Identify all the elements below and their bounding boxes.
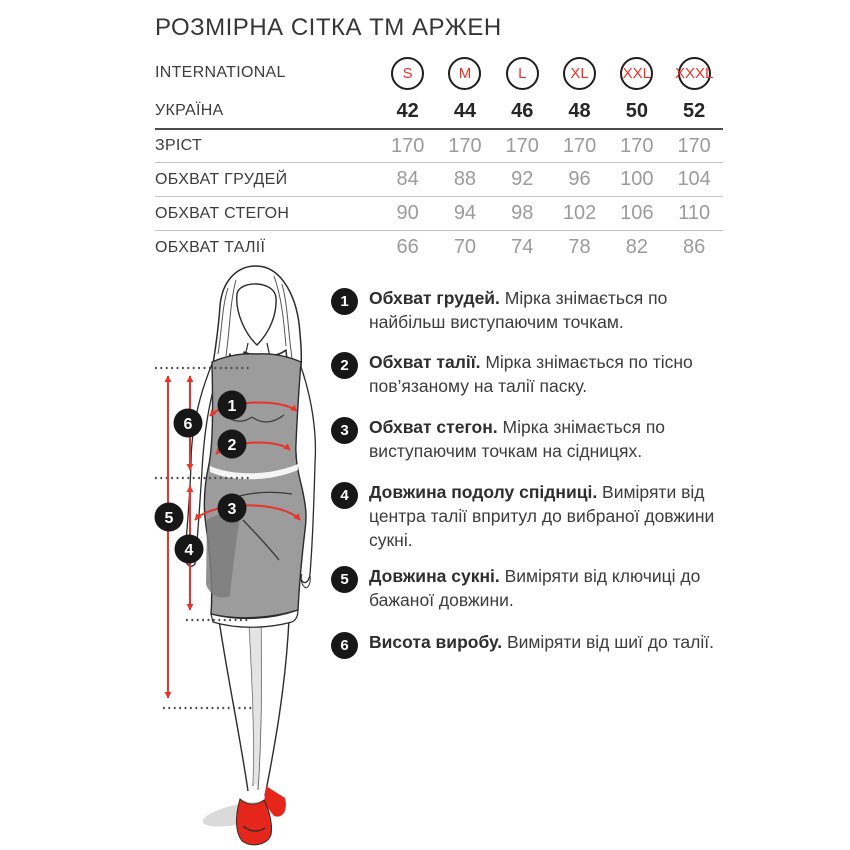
size-cell: 82	[625, 236, 648, 258]
measurement-desc: Мірка знімається по тісно пов’язаному на талії паску.	[369, 352, 693, 396]
size-cell: 170	[448, 134, 482, 157]
size-cell: 46	[511, 99, 534, 122]
size-cell: 74	[511, 236, 534, 258]
row-label: УКРАЇНА	[155, 102, 224, 119]
figure-badge-2: 2	[227, 437, 237, 454]
measurement-desc: Мірка знімається по виступаючим точкам на сідницях.	[369, 417, 666, 461]
figure-badge-6: 6	[183, 416, 193, 433]
size-cell: 98	[511, 202, 534, 224]
figure-badge-5: 5	[164, 510, 174, 527]
size-circle: XL	[563, 57, 596, 90]
measurement-item	[331, 416, 731, 464]
measurement-desc: Мірка знімається по найбільш виступаючим точкам.	[369, 288, 668, 332]
row-label: ЗРІСТ	[155, 137, 203, 154]
measurement-number-badge: 3	[331, 417, 358, 444]
shoe-front	[236, 799, 271, 845]
measurement-list	[331, 0, 737, 850]
size-cell: 100	[620, 168, 654, 190]
row-label: INTERNATIONAL	[155, 64, 286, 81]
size-circle: M	[448, 57, 481, 90]
size-cell: 66	[396, 236, 419, 258]
row-label: ОБХВАТ СТЕГОН	[155, 204, 290, 222]
measurement-title: Обхват грудей.	[369, 288, 500, 308]
measurement-text	[369, 631, 731, 655]
size-cell: 170	[677, 134, 711, 157]
size-cell: 90	[396, 202, 419, 224]
size-cell: 70	[453, 236, 477, 258]
size-cell: 110	[678, 202, 711, 224]
measurement-item	[331, 287, 731, 335]
measurement-title: Довжина подолу спідниці.	[369, 482, 598, 502]
measurement-number-badge: 4	[331, 482, 358, 509]
size-cell: 102	[562, 202, 597, 224]
size-cell: 94	[453, 202, 477, 224]
measurement-item	[331, 351, 731, 399]
leg-line	[265, 618, 289, 796]
size-circle: S	[391, 57, 424, 90]
size-cell: 92	[511, 168, 534, 190]
size-cell: 96	[568, 168, 591, 190]
row-label: ОБХВАТ ГРУДЕЙ	[155, 170, 288, 188]
size-circle: XXXL	[678, 57, 711, 90]
figure-badge-3: 3	[227, 501, 237, 518]
leg-line	[219, 620, 248, 791]
size-cell: 86	[683, 236, 706, 258]
measurement-desc: Виміряти від шиї до талії.	[502, 632, 714, 652]
size-cell: 104	[677, 168, 711, 190]
measurement-item	[331, 565, 731, 613]
measurement-title: Обхват стегон.	[369, 417, 498, 437]
size-cell: 170	[390, 134, 425, 157]
size-circle: L	[506, 57, 539, 90]
figure-badge-1: 1	[227, 398, 237, 415]
measurement-title: Довжина сукні.	[369, 566, 500, 586]
measurement-number-badge: 2	[331, 352, 358, 379]
measurement-number-badge: 5	[331, 566, 358, 593]
measurement-title: Висота виробу.	[369, 632, 503, 652]
size-cell: 170	[620, 134, 654, 157]
size-cell: 48	[568, 99, 591, 122]
row-label: ОБХВАТ ТАЛІЇ	[155, 238, 266, 256]
measurement-number-badge: 1	[331, 288, 358, 315]
measurement-text	[369, 351, 731, 399]
measurement-text	[369, 287, 731, 335]
size-cell: 170	[562, 134, 597, 157]
measurement-text	[369, 481, 731, 552]
size-cell: 170	[505, 134, 539, 157]
size-cell: 50	[625, 99, 648, 122]
measurement-title: Обхват талії.	[369, 352, 481, 372]
size-cell: 84	[396, 168, 419, 190]
page-title: РОЗМІРНА СІТКА ТМ АРЖЕН	[155, 14, 502, 41]
figure-illustration	[140, 258, 340, 850]
measurement-text	[369, 416, 731, 464]
measurement-number-badge: 6	[331, 632, 358, 659]
size-cell: 44	[453, 99, 477, 122]
size-cell: 88	[453, 168, 477, 190]
measurement-desc: Виміряти від центра талії впритул до вибраної довжини сукні.	[369, 482, 715, 550]
size-cell: 106	[620, 202, 654, 224]
size-cell: 42	[396, 99, 419, 122]
size-cell: 52	[683, 99, 706, 122]
size-circle: XXL	[620, 57, 653, 90]
size-cell: 78	[568, 236, 591, 258]
measurement-text	[369, 565, 731, 613]
measurement-item	[331, 631, 731, 659]
figure-badge-4: 4	[184, 542, 194, 559]
measurement-desc: Виміряти від ключиці до бажаної довжини.	[369, 566, 701, 610]
measurement-item	[331, 481, 731, 552]
